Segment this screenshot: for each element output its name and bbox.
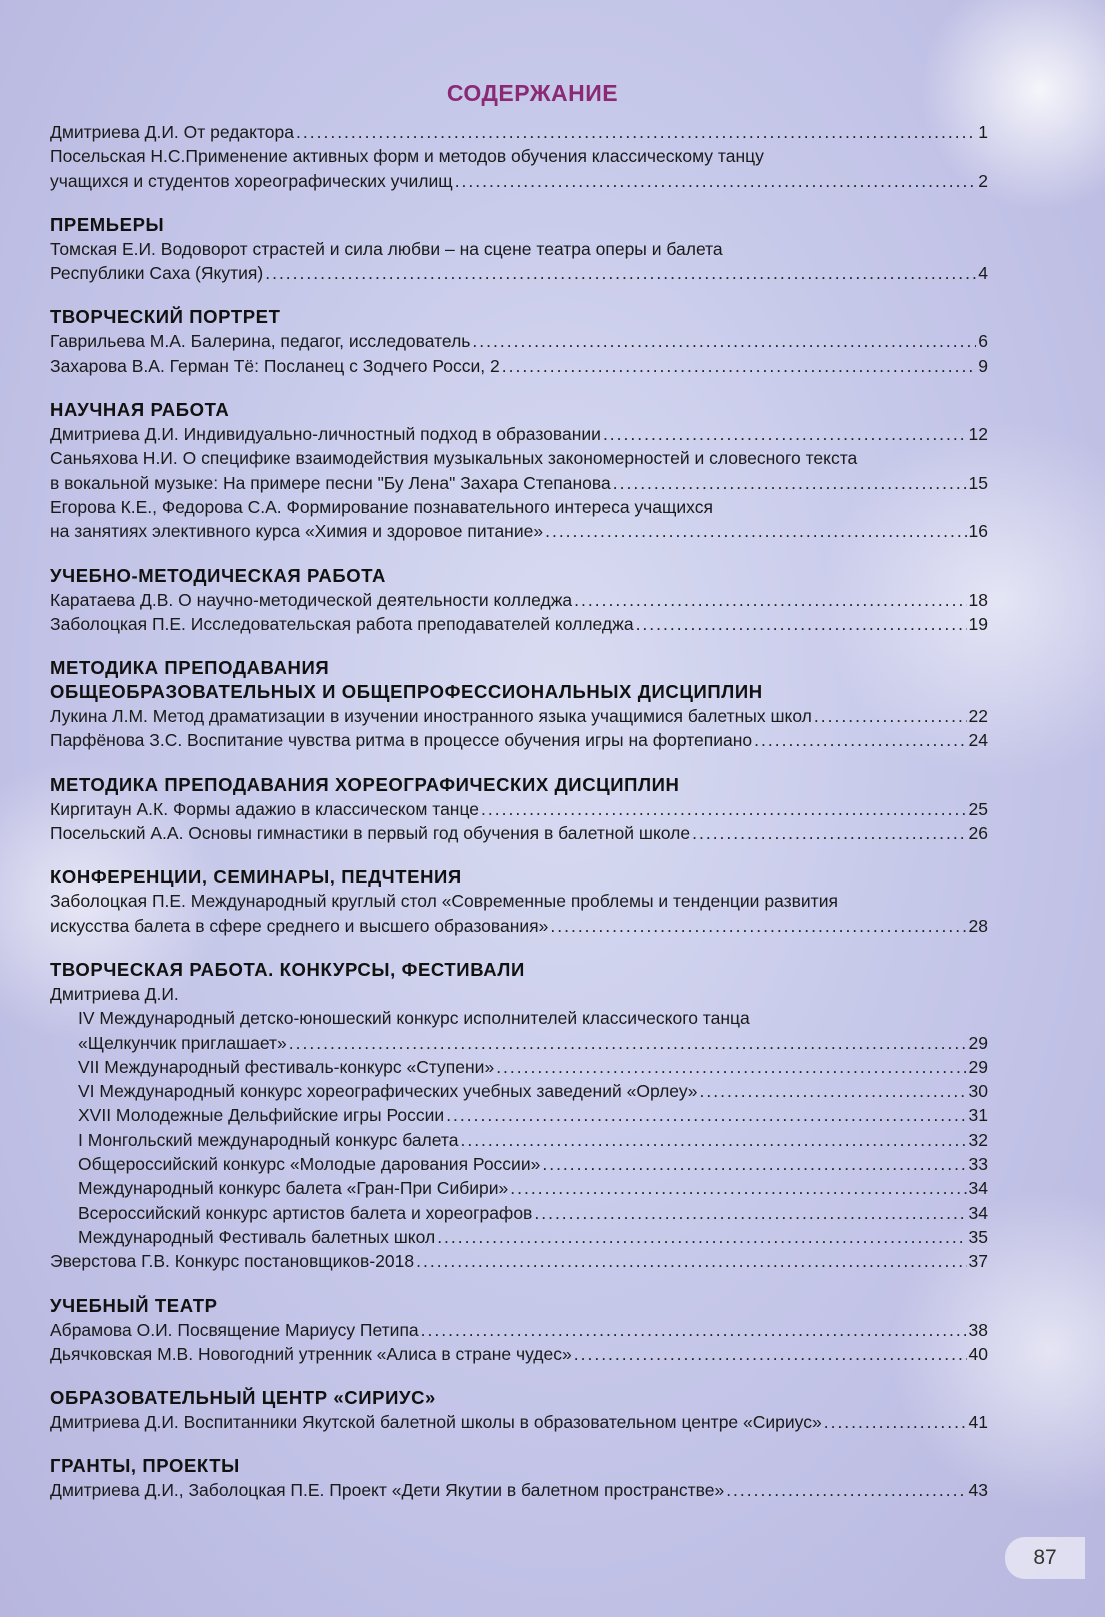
toc-entry[interactable] — [50, 1103, 988, 1127]
entry-page-number: 43 — [968, 1480, 988, 1501]
entry-final-line — [50, 704, 988, 728]
entry-title-text: Егорова К.Е., Федорова С.А. Формирование познавательного интереса учащихся — [50, 496, 713, 517]
toc-section — [50, 213, 988, 286]
toc-entry[interactable] — [50, 354, 988, 378]
toc-entry[interactable] — [50, 329, 988, 353]
entry-page-number: 38 — [968, 1319, 988, 1340]
dot-leader — [296, 120, 976, 144]
entry-page-number: 32 — [968, 1129, 988, 1150]
entry-title-text: Посельская Н.С.Применение активных форм и методов обучения классическому танцу — [50, 146, 764, 167]
dot-leader — [692, 821, 966, 845]
entry-page-number: 28 — [968, 915, 988, 936]
entry-title-text: Дмитриева Д.И., Заболоцкая П.Е. Проект «Дети Якутии в балетном пространстве» — [50, 1480, 725, 1501]
page-number: 87 — [1005, 1537, 1085, 1579]
dot-leader — [603, 422, 967, 446]
toc-section — [50, 773, 988, 846]
dot-leader — [574, 588, 966, 612]
toc-section — [50, 564, 988, 637]
toc-section — [50, 656, 988, 753]
section-heading: ПРЕМЬЕРЫ — [50, 213, 165, 235]
dot-leader — [502, 354, 977, 378]
dot-leader — [574, 1342, 967, 1366]
entry-page-number: 33 — [968, 1154, 988, 1175]
toc-entry[interactable] — [50, 1079, 988, 1103]
dot-leader — [534, 1201, 966, 1225]
entry-page-number: 9 — [978, 355, 988, 376]
entry-final-line — [50, 728, 988, 752]
toc-entry[interactable] — [50, 446, 988, 495]
entry-page-number: 37 — [968, 1251, 988, 1272]
section-heading-line-2: ОБЩЕОБРАЗОВАТЕЛЬНЫХ И ОБЩЕПРОФЕССИОНАЛЬНЫХ ДИСЦИПЛИН — [50, 681, 763, 703]
entry-page-number: 35 — [968, 1226, 988, 1247]
entry-title-text: Республики Саха (Якутия) — [50, 263, 264, 284]
dot-leader — [545, 519, 966, 543]
toc-entry[interactable] — [50, 144, 988, 193]
entry-page-number: 26 — [968, 823, 988, 844]
entry-page-number: 12 — [968, 424, 988, 445]
dot-leader — [824, 1410, 967, 1434]
entry-final-line — [50, 120, 988, 144]
entry-page-number: 34 — [968, 1178, 988, 1199]
dot-leader — [265, 261, 976, 285]
entry-title-text: I Монгольский международный конкурс балета — [78, 1129, 459, 1150]
entry-final-line — [78, 1225, 988, 1249]
entry-page-number: 34 — [968, 1202, 988, 1223]
entry-page-number: 40 — [968, 1343, 988, 1364]
dot-leader — [289, 1031, 967, 1055]
entry-final-line — [78, 1152, 988, 1176]
dot-leader — [550, 914, 966, 938]
entry-final-line — [50, 519, 988, 543]
entry-page-number: 41 — [968, 1412, 988, 1433]
entry-title-text: Томская Е.И. Водоворот страстей и сила любви – на сцене театра оперы и балета — [50, 238, 723, 259]
entry-title-text: Дьячковская М.В. Новогодний утренник «Алиса в стране чудес» — [50, 1343, 572, 1364]
entry-final-line — [50, 169, 988, 193]
entry-title-text: Международный конкурс балета «Гран-При Сибири» — [78, 1178, 509, 1199]
section-heading: МЕТОДИКА ПРЕПОДАВАНИЯ ХОРЕОГРАФИЧЕСКИХ ДИСЦИПЛИН — [50, 773, 680, 795]
section-heading: ТВОРЧЕСКИЙ ПОРТРЕТ — [50, 306, 281, 328]
entry-title-text: учащихся и студентов хореографических училищ — [50, 170, 453, 191]
entry-title-text: Парфёнова З.С. Воспитание чувства ритма в процессе обучения игры на фортепиано — [50, 730, 753, 751]
dot-leader — [460, 1128, 966, 1152]
toc-entry[interactable] — [50, 821, 988, 845]
toc-entry[interactable] — [50, 1478, 988, 1502]
entry-page-number: 18 — [968, 589, 988, 610]
section-author: Дмитриева Д.И. — [50, 983, 179, 1004]
entry-final-line — [50, 1342, 988, 1366]
entry-final-line — [78, 1176, 988, 1200]
toc-entry[interactable] — [50, 588, 988, 612]
entry-final-line — [50, 914, 988, 938]
entry-page-number: 25 — [968, 798, 988, 819]
dot-leader — [421, 1318, 967, 1342]
dot-leader — [455, 169, 977, 193]
toc-section — [50, 865, 988, 938]
entry-final-line — [50, 329, 988, 353]
entry-title-text: Гаврильева М.А. Балерина, педагог, исследователь — [50, 331, 471, 352]
dot-leader — [496, 1055, 966, 1079]
toc-section — [50, 1454, 988, 1502]
entry-page-number: 2 — [978, 170, 988, 191]
entry-title-text: Международный Фестиваль балетных школ — [78, 1226, 436, 1247]
entry-title-text: Саньяхова Н.И. О специфике взаимодействия музыкальных закономерностей и словесного текста — [50, 448, 858, 469]
entry-final-line — [78, 1079, 988, 1103]
entry-title-text: в вокальной музыке: На примере песни "Бу Лена" Захара Степанова — [50, 472, 611, 493]
toc-section — [50, 958, 988, 1274]
entry-title-text: Общероссийский конкурс «Молодые дарования России» — [78, 1154, 541, 1175]
toc-entry[interactable] — [50, 422, 988, 446]
dot-leader — [481, 797, 967, 821]
entry-final-line — [50, 612, 988, 636]
section-heading: ТВОРЧЕСКАЯ РАБОТА. КОНКУРСЫ, ФЕСТИВАЛИ — [50, 958, 525, 980]
entry-final-line — [78, 1128, 988, 1152]
entry-title-text: Эверстова Г.В. Конкурс постановщиков-2018 — [50, 1251, 415, 1272]
entry-final-line — [50, 821, 988, 845]
entry-final-line — [50, 261, 988, 285]
section-heading: УЧЕБНЫЙ ТЕАТР — [50, 1294, 218, 1316]
toc-entry[interactable] — [50, 889, 988, 938]
entry-final-line — [50, 422, 988, 446]
entry-page-number: 29 — [968, 1056, 988, 1077]
entry-final-line — [50, 1249, 988, 1273]
entry-page-number: 1 — [978, 122, 988, 142]
entry-title-text: Заболоцкая П.Е. Международный круглый стол «Современные проблемы и тенденции развития — [50, 891, 838, 912]
dot-leader — [613, 471, 967, 495]
toc-entry[interactable] — [50, 704, 988, 728]
toc-entry[interactable] — [50, 1318, 988, 1342]
entry-title-text: «Щелкунчик приглашает» — [78, 1032, 287, 1053]
dot-leader — [636, 612, 967, 636]
entry-page-number: 22 — [968, 706, 988, 727]
entry-final-line — [50, 471, 988, 495]
entry-title-text: IV Международный детско-юношеский конкурс исполнителей классического танца — [78, 1008, 750, 1029]
toc-entry[interactable] — [50, 1055, 988, 1079]
section-heading: ОБРАЗОВАТЕЛЬНЫЙ ЦЕНТР «СИРИУС» — [50, 1387, 436, 1409]
entry-page-number: 30 — [968, 1081, 988, 1102]
entry-line — [50, 889, 988, 913]
entry-title-text: VI Международный конкурс хореографических учебных заведений «Орлеу» — [78, 1081, 698, 1102]
toc-entry[interactable] — [50, 797, 988, 821]
toc-entry[interactable] — [50, 1342, 988, 1366]
toc-section — [50, 398, 988, 543]
entry-title-text: на занятиях элективного курса «Химия и здоровое питание» — [50, 521, 544, 542]
section-heading: УЧЕБНО-МЕТОДИЧЕСКАЯ РАБОТА — [50, 564, 386, 586]
entry-final-line — [78, 1031, 988, 1055]
section-heading: КОНФЕРЕНЦИИ, СЕМИНАРЫ, ПЕДЧТЕНИЯ — [50, 866, 462, 888]
entry-line — [50, 495, 988, 519]
entry-title-text: Дмитриева Д.И. Воспитанники Якутской балетной школы в образовательном центре «Сириус» — [50, 1412, 822, 1433]
entry-title-text: Захарова В.А. Герман Тё: Посланец с Зодчего Росси, 2 — [50, 355, 500, 376]
entry-final-line — [50, 1318, 988, 1342]
entry-title-text: Посельский А.А. Основы гимнастики в первый год обучения в балетной школе — [50, 823, 691, 844]
toc-entry[interactable] — [50, 1006, 988, 1055]
entry-title-text: VII Международный фестиваль-конкурс «Ступени» — [78, 1056, 495, 1077]
entry-title-text: Лукина Л.М. Метод драматизации в изучении иностранного языка учащимися балетных школ — [50, 706, 812, 727]
entry-title-text: XVII Молодежные Дельфийские игры России — [78, 1105, 445, 1126]
entry-final-line — [50, 797, 988, 821]
dot-leader — [416, 1249, 966, 1273]
dot-leader — [726, 1478, 966, 1502]
toc-entry[interactable] — [50, 1249, 988, 1273]
dot-leader — [510, 1176, 966, 1200]
toc-section — [50, 305, 988, 378]
entry-title-text: Каратаева Д.В. О научно-методической деятельности колледжа — [50, 589, 573, 610]
toc-entry[interactable] — [50, 120, 988, 144]
toc-entry[interactable] — [50, 1128, 988, 1152]
entry-page-number: 6 — [978, 331, 988, 352]
toc-entry[interactable] — [50, 495, 988, 544]
entry-page-number: 29 — [968, 1032, 988, 1053]
entry-page-number: 15 — [968, 472, 988, 493]
toc-entry[interactable] — [50, 612, 988, 636]
entry-page-number: 31 — [968, 1105, 988, 1126]
entry-line — [50, 144, 988, 168]
entry-line — [50, 237, 988, 261]
dot-leader — [542, 1152, 966, 1176]
toc-entry[interactable] — [50, 237, 988, 286]
toc-section — [50, 1294, 988, 1367]
dot-leader — [472, 329, 976, 353]
dot-leader — [754, 728, 966, 752]
entry-page-number: 24 — [968, 730, 988, 751]
entry-final-line — [78, 1055, 988, 1079]
entry-final-line — [50, 354, 988, 378]
section-heading: МЕТОДИКА ПРЕПОДАВАНИЯ — [50, 657, 330, 679]
section-heading: ГРАНТЫ, ПРОЕКТЫ — [50, 1455, 240, 1477]
entry-page-number: 16 — [968, 521, 988, 542]
dot-leader — [437, 1225, 966, 1249]
entry-final-line — [78, 1201, 988, 1225]
entry-title-text: Дмитриева Д.И. Индивидуально-личностный подход в образовании — [50, 424, 601, 445]
toc-entry[interactable] — [50, 1152, 988, 1176]
table-of-contents — [50, 120, 988, 1503]
entry-title-text: Абрамова О.И. Посвящение Мариусу Петипа — [50, 1319, 419, 1340]
entry-page-number: 19 — [968, 613, 988, 634]
toc-entry[interactable] — [50, 1410, 988, 1434]
toc-entry[interactable] — [50, 728, 988, 752]
entry-final-line — [50, 1410, 988, 1434]
toc-entry[interactable] — [50, 1201, 988, 1225]
entry-title-text: искусства балета в сфере среднего и высшего образования» — [50, 915, 549, 936]
entry-final-line — [50, 1478, 988, 1502]
toc-entry[interactable] — [50, 1225, 988, 1249]
dot-leader — [814, 704, 967, 728]
entry-final-line — [78, 1103, 988, 1127]
toc-section — [50, 1386, 988, 1434]
entry-line — [78, 1006, 988, 1030]
entry-title-text: Всероссийский конкурс артистов балета и хореографов — [78, 1202, 533, 1223]
page-title: СОДЕРЖАНИЕ — [446, 80, 619, 106]
toc-section — [50, 120, 988, 193]
dot-leader — [700, 1079, 967, 1103]
section-heading: НАУЧНАЯ РАБОТА — [50, 399, 230, 421]
entry-title-text: Дмитриева Д.И. От редактора — [50, 122, 295, 142]
entry-line — [50, 446, 988, 470]
entry-final-line — [50, 588, 988, 612]
entry-page-number: 4 — [978, 263, 988, 284]
toc-entry[interactable] — [50, 1176, 988, 1200]
entry-title-text: Заболоцкая П.Е. Исследовательская работа преподавателей колледжа — [50, 613, 634, 634]
entry-title-text: Киргитаун А.К. Формы адажио в классическом танце — [50, 798, 480, 819]
dot-leader — [446, 1103, 966, 1127]
